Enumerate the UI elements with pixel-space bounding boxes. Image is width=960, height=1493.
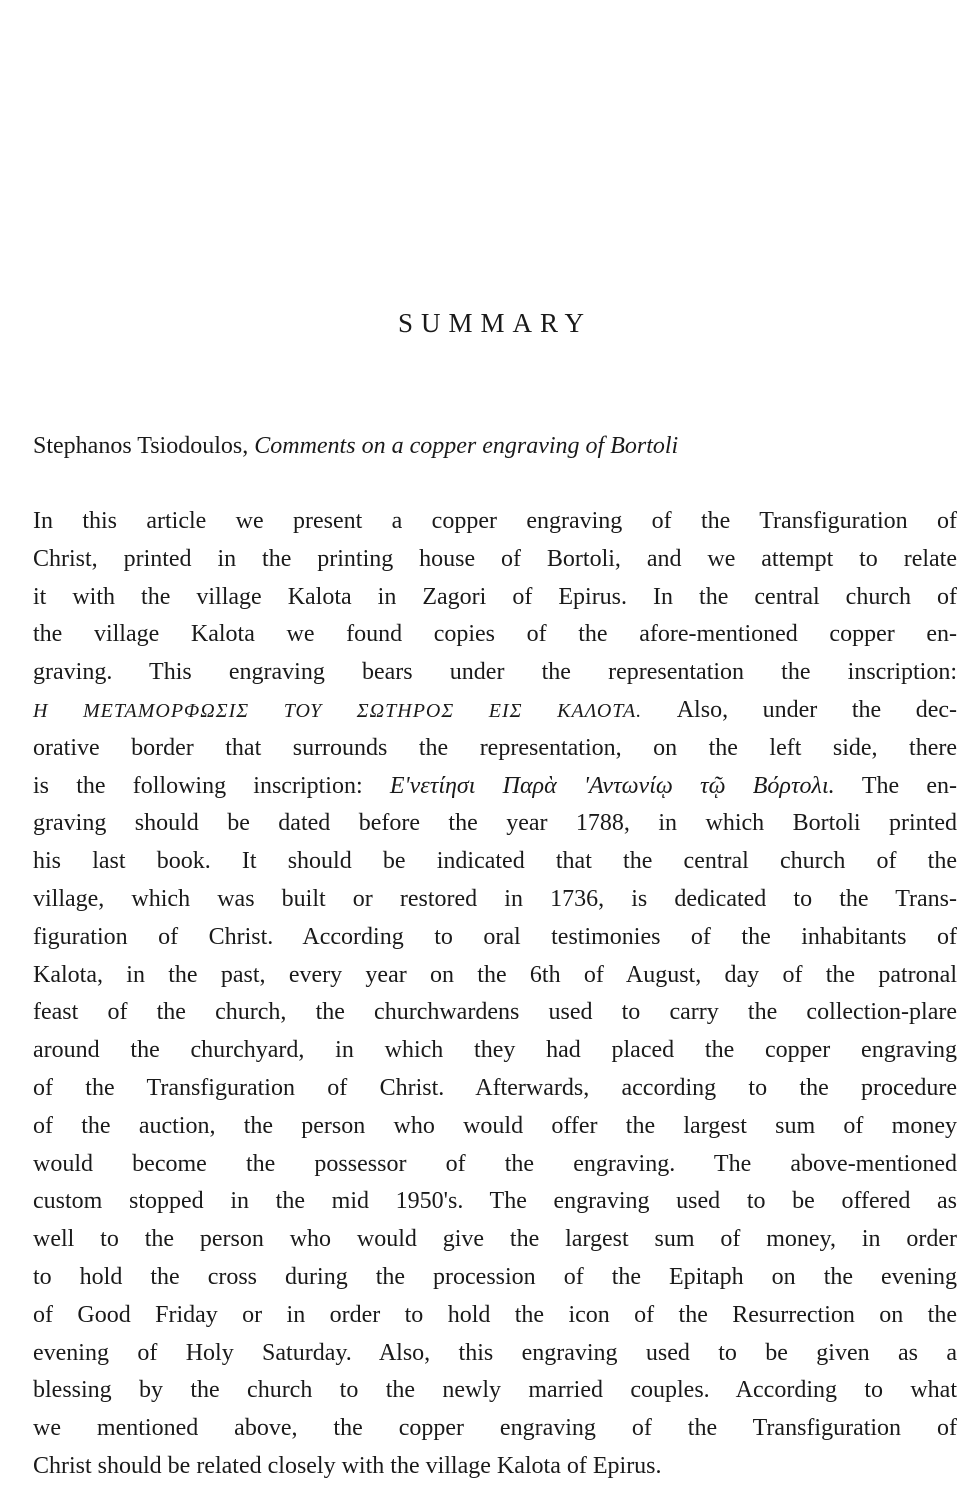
summary-body [33,503,957,1486]
body-line: of the auction, the person who would offer the largest sum of money [33,1112,957,1139]
body-line-rest: The en- [834,772,957,799]
greek-inscription-title: Η ΜΕΤΑΜΟΡΦΩΣΙΣ ΤΟΥ ΣΩΤΗΡΟΣ ΕΙΣ ΚΑΛΟΤΑ. [33,699,643,722]
greek-inscription-printer: Ε'νετίησι Παρὰ 'Αντωνίῳ τῷ Βόρτολι. [389,772,835,799]
body-line: In this article we present a copper engraving of the Transfiguration of [33,508,957,534]
body-line: would become the possessor of the engraving. The above-mentioned [33,1150,957,1177]
body-line: of the Transfiguration of Christ. Afterwards, according to the procedure [33,1074,957,1101]
body-line: blessing by the church to the newly married couples. According to what [33,1377,957,1404]
body-line: figuration of Christ. According to oral testimonies of the inhabitants of [33,923,957,950]
body-line: custom stopped in the mid 1950's. The engraving used to be offered as [33,1188,957,1215]
body-line: feast of the church, the churchwardens used to carry the collection-plare [33,999,957,1026]
document-page [33,0,957,1493]
body-line-pre: is the following inscription: [33,772,390,799]
body-line: well to the person who would give the largest sum of money, in order [33,1226,957,1253]
body-line: around the churchyard, in which they had placed the copper engraving [33,1037,957,1064]
body-line: it with the village Kalota in Zagori of Epirus. In the central church of [33,583,957,610]
body-line: Christ, printed in the printing house of Bortoli, and we attempt to relate [33,545,957,572]
body-line: graving. This engraving bears under the representation the inscription: [33,659,957,686]
body-line: his last book. It should be indicated that the central church of the [33,848,957,875]
summary-heading: SUMMARY [397,308,593,338]
body-line: village, which was built or restored in 1736, is dedicated to the Trans- [33,885,957,912]
body-line-rest: Also, under the dec- [642,696,957,723]
body-line: of Good Friday or in order to hold the icon of the Resurrection on the [33,1301,957,1328]
article-byline [33,428,957,464]
article-title: Comments on a copper engraving of Bortoli [254,433,679,459]
body-line: we mentioned above, the copper engraving of the Transfiguration of [33,1415,957,1442]
body-line: Christ should be related closely with the village Kalota of Epirus. [33,1452,662,1479]
body-line: evening of Holy Saturday. Also, this engraving used to be given as a [33,1339,957,1366]
author-name: Stephanos Tsiodoulos, [33,433,255,459]
body-line: Kalota, in the past, every year on the 6th of August, day of the patronal [33,961,957,988]
body-line: to hold the cross during the procession of the Epitaph on the evening [33,1263,957,1290]
body-line: graving should be dated before the year 1788, in which Bortoli printed [33,810,957,837]
body-line: the village Kalota we found copies of the afore-mentioned copper en- [33,621,957,648]
body-line-greek-inscription [33,768,957,806]
body-line-greek-inscription [33,692,957,730]
body-line: orative border that surrounds the representation, on the left side, there [33,734,957,761]
